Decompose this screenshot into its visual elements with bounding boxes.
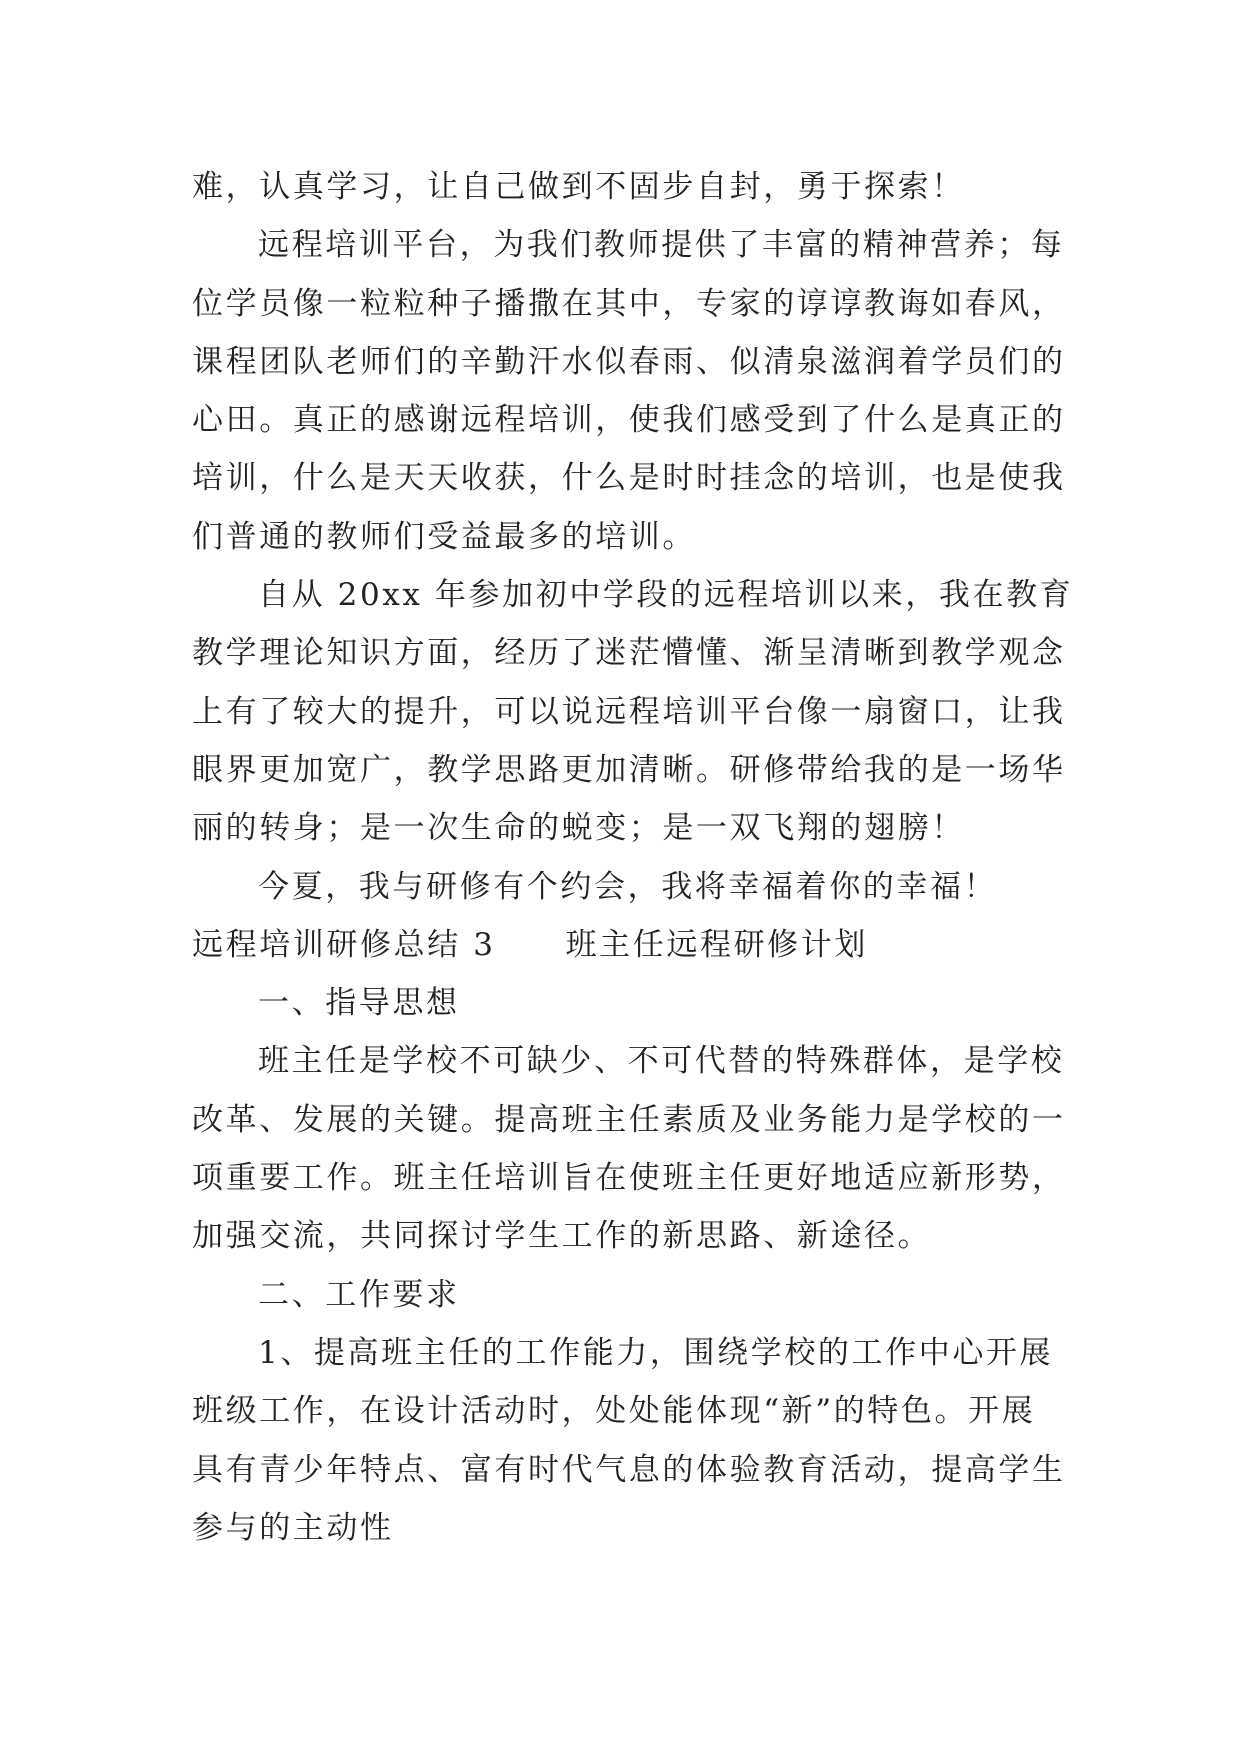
paragraph-line: 眼界更加宽广，教学思路更加清晰。研修带给我的是一场华 bbox=[192, 751, 1066, 788]
document-body bbox=[192, 158, 1074, 1557]
paragraph-line: 培训，什么是天天收获，什么是时时挂念的培训，也是使我 bbox=[192, 460, 1066, 497]
paragraph-line: 加强交流，共同探讨学生工作的新思路、新途径。 bbox=[192, 1218, 932, 1255]
paragraph-line: 心田。真正的感谢远程培训，使我们感受到了什么是真正的 bbox=[192, 402, 1066, 439]
paragraph-line: 参与的主动性 bbox=[192, 1509, 394, 1546]
paragraph-line: 具有青少年特点、富有时代气息的体验教育活动，提高学生 bbox=[192, 1451, 1066, 1488]
paragraph-line: 自从 20xx 年参加初中学段的远程培训以来，我在教育 bbox=[258, 577, 1074, 614]
subheading-work-requirements: 二、工作要求 bbox=[258, 1276, 460, 1313]
subheading-guiding-thought: 一、指导思想 bbox=[258, 985, 460, 1022]
paragraph-line: 丽的转身；是一次生命的蜕变；是一双飞翔的翅膀！ bbox=[192, 810, 965, 847]
paragraph-line: 们普通的教师们受益最多的培训。 bbox=[192, 518, 696, 555]
paragraph-line: 位学员像一粒粒种子播撒在其中，专家的谆谆教诲如春风， bbox=[192, 285, 1066, 322]
paragraph-line: 1、提高班主任的工作能力，围绕学校的工作中心开展 bbox=[258, 1334, 1054, 1371]
paragraph-line: 远程培训平台，为我们教师提供了丰富的精神营养；每 bbox=[258, 227, 1065, 264]
paragraph-line: 教学理论知识方面，经历了迷茫懵懂、渐呈清晰到教学观念 bbox=[192, 635, 1066, 672]
section-subtitle: 班主任远程研修计划 bbox=[565, 926, 868, 963]
paragraph-line: 今夏，我与研修有个约会，我将幸福着你的幸福！ bbox=[258, 868, 998, 905]
paragraph-line: 改革、发展的关键。提高班主任素质及业务能力是学校的一 bbox=[192, 1101, 1066, 1138]
paragraph-line: 课程团队老师们的辛勤汗水似春雨、似清泉滋润着学员们的 bbox=[192, 343, 1066, 380]
paragraph-line: 项重要工作。班主任培训旨在使班主任更好地适应新形势， bbox=[192, 1160, 1066, 1197]
section-title: 远程培训研修总结 3 bbox=[192, 926, 496, 963]
section-heading bbox=[192, 916, 1062, 974]
paragraph-line: 上有了较大的提升，可以说远程培训平台像一扇窗口，让我 bbox=[192, 693, 1066, 730]
paragraph-line: 班级工作，在设计活动时，处处能体现“新”的特色。开展 bbox=[192, 1393, 1036, 1430]
paragraph-line: 班主任是学校不可缺少、不可代替的特殊群体，是学校 bbox=[258, 1043, 1065, 1080]
paragraph-line: 难，认真学习，让自己做到不固步自封，勇于探索！ bbox=[192, 169, 965, 205]
